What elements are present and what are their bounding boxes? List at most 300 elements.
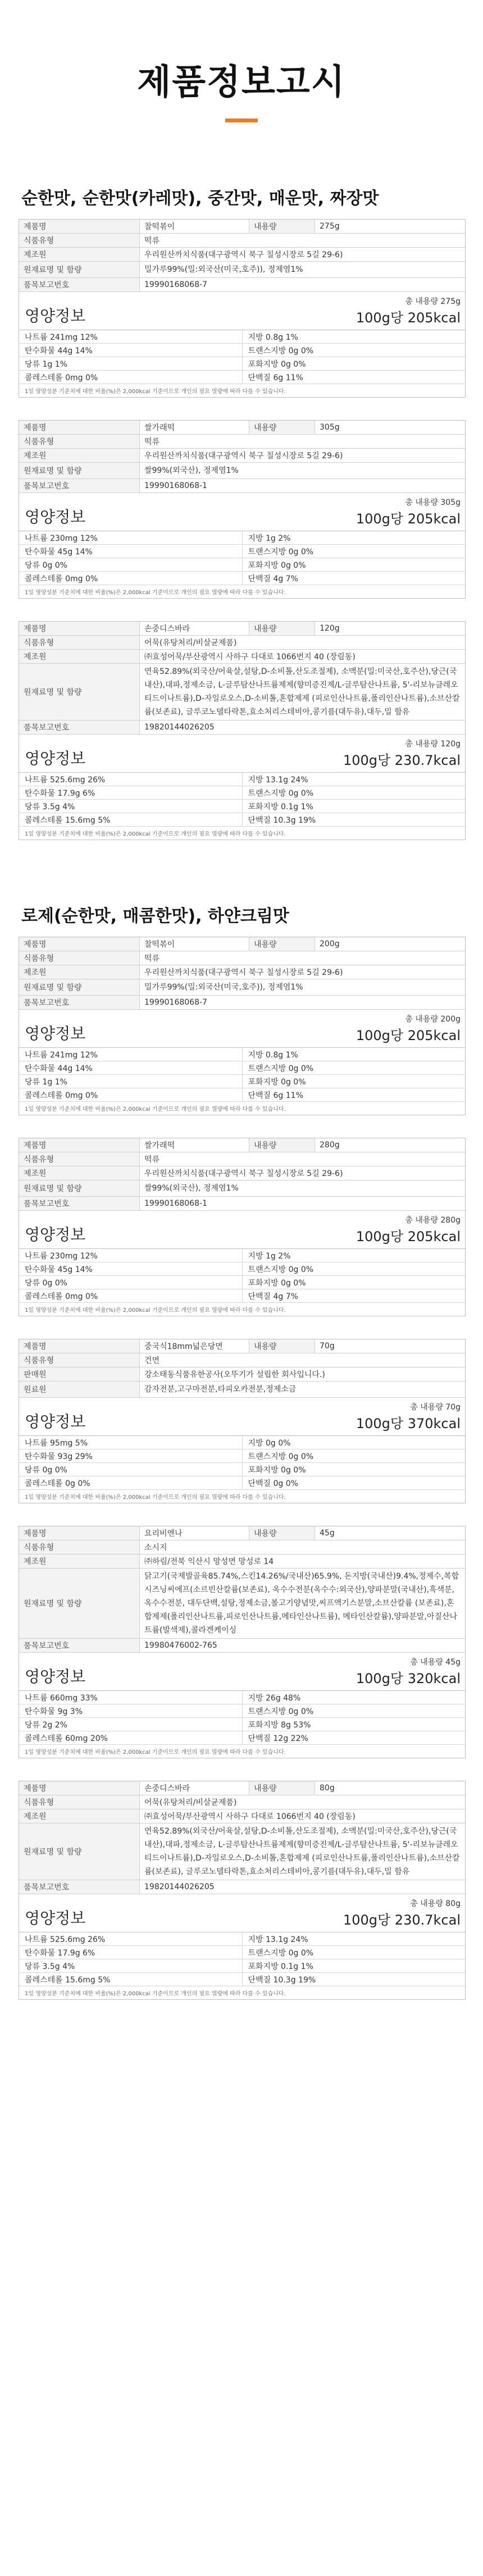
content-amount-value: 305g [315,421,466,435]
content-amount-label: 내용량 [249,421,315,435]
product-name-label: 제품명 [19,1781,140,1795]
report-number-label: 품목보고번호 [19,721,140,735]
nutrition-footnote: 1일 영양성분 기준치에 대한 비율(%)은 2,000kcal 기준이므로 개인의 필요 열량에 따라 다를 수 있습니다. [25,831,286,837]
info-row-ingredients [19,664,465,721]
nutrient-cell: 트랜스지방 0g 0% [242,545,465,558]
section-title: 로제(순한맛, 매콤한맛), 하얀크림맛 [21,906,289,926]
food-type-value: 떡류 [140,951,466,965]
nutrition-row [19,1932,465,1946]
info-row-maker [19,1367,465,1382]
nutrition-calories: 100g당 230.7kcal [343,753,461,768]
nutrient-cell: 포화지방 0.1g 1% [242,800,465,813]
maker-label: 제조원 [19,1809,140,1823]
info-row-food-type [19,234,465,248]
info-row-maker [19,1166,465,1180]
nutrition-header [19,493,465,531]
product-name-label: 제품명 [19,1526,140,1540]
nutrient-cell: 나트륨 241mg 12% [19,330,242,344]
report-number-value: 19990168068-7 [140,996,466,1010]
nutrient-cell: 포화지방 0g 0% [242,357,465,371]
nutrition-calories: 100g당 205kcal [356,1229,461,1244]
info-row-ingredients [19,1382,465,1398]
nutrition-row [19,1048,465,1061]
nutrition-footnote: 1일 영양성분 기준치에 대한 비율(%)은 2,000kcal 기준이므로 개인의 필요 열량에 따라 다를 수 있습니다. [25,1106,286,1113]
nutrition-total-amount: 총 내용량 45g [410,1658,461,1667]
nutrition-summary [356,496,461,527]
product-card [19,420,466,599]
info-row-ingredients [19,1823,465,1880]
content-amount-label: 내용량 [249,1339,315,1353]
nutrition-row [19,800,465,813]
nutrition-table [19,531,465,585]
nutrient-cell: 지방 26g 48% [242,1691,465,1704]
content-amount-label: 내용량 [249,1526,315,1540]
nutrient-cell: 콜레스테롤 60mg 20% [19,1731,242,1745]
ingredients-value: 밀가루99%(밀:외국산(미국,호주)), 정제염1% [140,262,466,278]
nutrition-title: 영양정보 [25,508,86,526]
product-name-value: 중국식18mm넓은당면 [140,1339,249,1353]
nutrition-footnote: 1일 영양성분 기준치에 대한 비율(%)은 2,000kcal 기준이므로 개인의 필요 열량에 따라 다를 수 있습니다. [25,1991,286,1997]
info-row-report-number [19,1197,465,1211]
page-title: 제품정보고시 [137,61,346,102]
info-row-food-type [19,1795,465,1809]
nutrient-cell: 트랜스지방 0g 0% [242,344,465,357]
food-type-label: 식품유형 [19,1540,140,1554]
ingredients-label: 원재료명 및 함량 [19,1180,140,1197]
report-number-label: 품목보고번호 [19,278,140,292]
nutrition-row [19,1946,465,1959]
content-amount-label: 내용량 [249,622,315,636]
ingredients-label: 원료원 [19,1382,140,1398]
food-type-value: 어묵(유탕처리/비살균제품) [140,1795,466,1809]
nutrition-row [19,1075,465,1088]
nutrition-row [19,1449,465,1463]
food-type-value: 소시지 [140,1540,466,1554]
product-card [19,1781,466,2000]
food-type-label: 식품유형 [19,234,140,248]
nutrition-row [19,1476,465,1490]
ingredients-label: 원재료명 및 함량 [19,1569,140,1639]
product-name-label: 제품명 [19,421,140,435]
nutrient-cell: 당류 1g 1% [19,357,242,371]
nutrient-cell: 콜레스테롤 0mg 0% [19,371,242,384]
nutrient-cell: 지방 13.1g 24% [242,773,465,786]
info-row-report-number [19,479,465,493]
product-card [19,621,466,840]
nutrient-cell: 탄수화물 45g 14% [19,1262,242,1276]
maker-value: 우리원산까치식품(대구광역시 북구 칠성시장로 5길 29-6) [140,248,466,262]
nutrition-total-amount: 총 내용량 120g [405,740,461,749]
info-row-ingredients [19,262,465,278]
report-number-value: 19990168068-1 [140,479,466,493]
product-name-value: 쌀가래떡 [140,421,249,435]
info-row-food-type [19,951,465,965]
nutrient-cell: 단백질 4g 7% [242,572,465,585]
nutrition-row [19,1691,465,1704]
nutrient-cell: 나트륨 230mg 12% [19,531,242,545]
nutrient-cell: 탄수화물 17.9g 6% [19,786,242,800]
info-row-food-type [19,1353,465,1367]
nutrition-summary [356,1214,461,1245]
maker-value: 우리원산까치식품(대구광역시 북구 칠성시장로 5길 29-6) [140,965,466,979]
product-name-value: 찰떡볶이 [140,220,249,234]
info-row-ingredients [19,1569,465,1639]
info-row-name [19,1138,465,1152]
nutrition-table [19,1932,465,1986]
nutrition-summary [356,1013,461,1044]
nutrient-cell: 나트륨 230mg 12% [19,1249,242,1262]
nutrition-title: 영양정보 [25,1909,86,1927]
content-amount-label: 내용량 [249,220,315,234]
report-number-value: 19820144026205 [140,1880,466,1894]
nutrient-cell: 지방 1g 2% [242,1249,465,1262]
food-type-value: 어묵(유탕처리/비살균제품) [140,636,466,650]
nutrition-summary [356,1401,461,1432]
nutrition-table [19,1436,465,1490]
nutrition-calories: 100g당 370kcal [356,1416,461,1431]
info-row-food-type [19,636,465,650]
product-info-table [19,1526,465,1653]
nutrition-row [19,330,465,344]
nutrient-cell: 단백질 4g 7% [242,1289,465,1303]
product-info-table [19,421,465,493]
nutrition-title: 영양정보 [25,307,86,325]
maker-label: 제조원 [19,248,140,262]
nutrient-cell: 단백질 6g 11% [242,371,465,384]
product-card [19,1526,466,1758]
info-row-maker [19,449,465,463]
nutrient-cell: 지방 13.1g 24% [242,1932,465,1946]
content-amount-value: 70g [315,1339,466,1353]
info-row-maker [19,1554,465,1569]
nutrition-title: 영양정보 [25,1667,86,1686]
maker-value: 강소태동식품유한공사(오뚜기가 설립한 회사입니다.) [140,1367,466,1382]
nutrient-cell: 콜레스테롤 0mg 0% [19,572,242,585]
nutrition-header [19,292,465,330]
sections-container [0,184,483,2000]
report-number-label: 품목보고번호 [19,1197,140,1211]
nutrient-cell: 지방 0g 0% [242,1436,465,1449]
info-row-maker [19,248,465,262]
ingredients-value: 감자전분,고구마전분,타피오카전분,정제소금 [140,1382,466,1398]
info-row-name [19,421,465,435]
nutrient-cell: 나트륨 95mg 5% [19,1436,242,1449]
nutrition-row [19,1262,465,1276]
product-info-table [19,1339,465,1398]
info-row-ingredients [19,463,465,479]
food-type-label: 식품유형 [19,435,140,449]
food-type-label: 식품유형 [19,1152,140,1166]
nutrient-cell: 트랜스지방 0g 0% [242,786,465,800]
nutrition-row [19,545,465,558]
info-row-name [19,937,465,951]
nutrient-cell: 포화지방 0g 0% [242,1463,465,1476]
nutrition-row [19,1731,465,1745]
nutrition-row [19,357,465,371]
report-number-value: 19990168068-1 [140,1197,466,1211]
nutrient-cell: 트랜스지방 0g 0% [242,1946,465,1959]
content-amount-label: 내용량 [249,1781,315,1795]
nutrition-calories: 100g당 205kcal [356,310,461,326]
product-card [19,219,466,398]
food-type-label: 식품유형 [19,1353,140,1367]
nutrition-header [19,1653,465,1691]
info-row-name [19,1781,465,1795]
nutrition-header [19,1894,465,1932]
nutrient-cell: 지방 0.8g 1% [242,1048,465,1061]
nutrition-row [19,531,465,545]
nutrition-table [19,330,465,384]
product-name-label: 제품명 [19,1138,140,1152]
nutrition-header [19,735,465,773]
nutrition-summary [356,1656,461,1687]
nutrition-row [19,1704,465,1718]
nutrient-cell: 단백질 12g 22% [242,1731,465,1745]
nutrient-cell: 당류 3.5g 4% [19,800,242,813]
product-info-table [19,1781,465,1894]
nutrient-cell: 나트륨 525.6mg 26% [19,1932,242,1946]
info-row-ingredients [19,1180,465,1197]
product-section [0,902,483,2000]
product-name-value: 손중디스바라 [140,622,249,636]
content-amount-label: 내용량 [249,1138,315,1152]
nutrient-cell: 단백질 0g 0% [242,1476,465,1490]
nutrition-footnote: 1일 영양성분 기준치에 대한 비율(%)은 2,000kcal 기준이므로 개인의 필요 열량에 따라 다를 수 있습니다. [25,1749,286,1756]
nutrition-row [19,1463,465,1476]
nutrition-footnote: 1일 영양성분 기준치에 대한 비율(%)은 2,000kcal 기준이므로 개인의 필요 열량에 따라 다를 수 있습니다. [25,590,286,596]
ingredients-label: 원재료명 및 함량 [19,1823,140,1880]
nutrient-cell: 나트륨 660mg 33% [19,1691,242,1704]
report-number-value: 19820144026205 [140,721,466,735]
info-row-report-number [19,278,465,292]
nutrition-header [19,1211,465,1249]
info-row-name [19,622,465,636]
food-type-value: 떡류 [140,234,466,248]
nutrition-header [19,1398,465,1436]
product-card [19,937,466,1115]
info-row-report-number [19,721,465,735]
nutrient-cell: 포화지방 0.1g 1% [242,1959,465,1973]
product-name-value: 쌀가래떡 [140,1138,249,1152]
ingredients-label: 원재료명 및 함량 [19,262,140,278]
ingredients-value: 쌀99%(외국산), 정제염1% [140,1180,466,1197]
nutrition-footnote: 1일 영양성분 기준치에 대한 비율(%)은 2,000kcal 기준이므로 개인의 필요 열량에 따라 다를 수 있습니다. [25,1307,286,1314]
nutrient-cell: 탄수화물 93g 29% [19,1449,242,1463]
product-name-value: 요리비엔나 [140,1526,249,1540]
content-amount-value: 280g [315,1138,466,1152]
info-row-name [19,1526,465,1540]
nutrition-total-amount: 총 내용량 280g [405,1216,461,1225]
product-info-table [19,622,465,735]
nutrient-cell: 당류 1g 1% [19,1075,242,1088]
content-amount-value: 80g [315,1781,466,1795]
info-row-maker [19,1809,465,1823]
product-name-label: 제품명 [19,622,140,636]
food-type-label: 식품유형 [19,636,140,650]
product-info-table [19,937,465,1010]
nutrition-table [19,1691,465,1745]
content-amount-value: 275g [315,220,466,234]
nutrition-table [19,1249,465,1303]
nutrient-cell: 콜레스테롤 15.6mg 5% [19,813,242,827]
nutrition-table [19,773,465,827]
maker-value: ㈜효성어묵/부산광역시 사하구 다대로 1066번지 40 (장림동) [140,1809,466,1823]
nutrition-row [19,773,465,786]
maker-label: 제조원 [19,1166,140,1180]
nutrition-footnote: 1일 영양성분 기준치에 대한 비율(%)은 2,000kcal 기준이므로 개인의 필요 열량에 따라 다를 수 있습니다. [25,1494,286,1501]
product-card [19,1138,466,1316]
ingredients-value: 연육52.89%(외국산/어육살,설탕,D-소비톨,산도조절제), 소맥분(밀:미국산,호주산),당근(국내산),대파,정제소금, L-글루탐산나트륨제제(향미증진제/L-글루탐산나트륨, 5'-리보뉴클레오티드이나트륨),D-자일로오스,D-소비톨,혼합제제 (피로인산나트륨,폴리인산나트륨),소브산칼륨(보존료), 글루코노델타락톤,효소처리스테비아,콩기름(대두유),대두,밀 함유 [140,1823,466,1880]
nutrient-cell: 트랜스지방 0g 0% [242,1262,465,1276]
info-row-name [19,1339,465,1353]
nutrition-table [19,1048,465,1102]
report-number-label: 품목보고번호 [19,1639,140,1653]
nutrient-cell: 당류 0g 0% [19,1463,242,1476]
nutrition-summary [343,1898,461,1928]
nutrition-calories: 100g당 205kcal [356,511,461,527]
nutrient-cell: 콜레스테롤 0g 0% [19,1476,242,1490]
product-name-value: 손중디스바라 [140,1781,249,1795]
nutrient-cell: 당류 2g 2% [19,1718,242,1731]
food-type-value: 떡류 [140,435,466,449]
nutrient-cell: 포화지방 0g 0% [242,1075,465,1088]
nutrient-cell: 당류 3.5g 4% [19,1959,242,1973]
nutrient-cell: 탄수화물 9g 3% [19,1704,242,1718]
info-row-ingredients [19,979,465,996]
info-row-report-number [19,996,465,1010]
nutrient-cell: 포화지방 0g 0% [242,1276,465,1289]
nutrition-calories: 100g당 230.7kcal [343,1912,461,1928]
content-amount-value: 45g [315,1526,466,1540]
nutrition-row [19,1249,465,1262]
nutrition-calories: 100g당 205kcal [356,1028,461,1043]
nutrition-header [19,1010,465,1048]
nutrient-cell: 당류 0g 0% [19,1276,242,1289]
nutrition-title: 영양정보 [25,1412,86,1431]
nutrition-total-amount: 총 내용량 70g [410,1403,461,1412]
nutrition-title: 영양정보 [25,749,86,768]
nutrition-row [19,1959,465,1973]
maker-label: 제조원 [19,1554,140,1569]
nutrition-row [19,813,465,827]
info-row-food-type [19,435,465,449]
nutrient-cell: 단백질 10.3g 19% [242,813,465,827]
title-accent-bar [225,118,258,122]
nutrition-title: 영양정보 [25,1225,86,1244]
nutrition-total-amount: 총 내용량 200g [405,1015,461,1024]
ingredients-label: 원재료명 및 함량 [19,664,140,721]
food-type-label: 식품유형 [19,951,140,965]
ingredients-label: 원재료명 및 함량 [19,463,140,479]
maker-label: 판매원 [19,1367,140,1382]
nutrient-cell: 지방 1g 2% [242,531,465,545]
info-row-report-number [19,1880,465,1894]
nutrient-cell: 탄수화물 44g 14% [19,1061,242,1075]
product-card [19,1339,466,1503]
info-row-food-type [19,1540,465,1554]
ingredients-value: 쌀99%(외국산), 정제염1% [140,463,466,479]
nutrient-cell: 콜레스테롤 0mg 0% [19,1289,242,1303]
nutrition-row [19,572,465,585]
info-row-name [19,220,465,234]
nutrition-summary [356,295,461,326]
report-number-value: 19980476002-765 [140,1639,466,1653]
nutrition-row [19,786,465,800]
nutrition-summary [343,738,461,769]
maker-value: 우리원산까치식품(대구광역시 북구 칠성시장로 5길 29-6) [140,449,466,463]
ingredients-value: 닭고기(국제발골육85.74%,스킨14.26%/국내산)65.9%, 돈지방(국내산)9.4%,정제수,복합시즈닝씨에프(소르빈산칼륨(보존료), 옥수수전분(옥수수:외국산),양파분말(국내산),흑색분,옥수수전분, 대두단백,설탕,정제소금,볼고기양념맛,씨프액기스분말,소브산칼륨 (보존료),혼합제제(폴리인산나트륨,피로인산나트륨,메타인산나트륨), 메타인산칼륨),양파분말,아질산나트륨(발색제),콜라겐케이싱 [140,1569,466,1639]
nutrient-cell: 콜레스테롤 0mg 0% [19,1088,242,1102]
product-info-table [19,220,465,292]
nutrient-cell: 나트륨 241mg 12% [19,1048,242,1061]
food-type-label: 식품유형 [19,1795,140,1809]
food-type-value: 떡류 [140,1152,466,1166]
ingredients-value: 밀가루99%(밀:외국산(미국,호주)), 정제염1% [140,979,466,996]
product-section [0,184,483,840]
nutrition-row [19,1276,465,1289]
maker-value: ㈜효성어묵/부산광역시 사하구 다대로 1066번지 40 (장림동) [140,650,466,664]
report-number-value: 19990168068-7 [140,278,466,292]
nutrition-row [19,1973,465,1986]
nutrient-cell: 단백질 10.3g 19% [242,1973,465,1986]
nutrition-row [19,1088,465,1102]
nutrition-row [19,1061,465,1075]
nutrition-row [19,1436,465,1449]
nutrient-cell: 나트륨 525.6mg 26% [19,773,242,786]
info-row-maker [19,650,465,664]
nutrition-row [19,1289,465,1303]
ingredients-label: 원재료명 및 함량 [19,979,140,996]
nutrition-footnote: 1일 영양성분 기준치에 대한 비율(%)은 2,000kcal 기준이므로 개인의 필요 열량에 따라 다를 수 있습니다. [25,389,286,395]
content-amount-value: 120g [315,622,466,636]
nutrient-cell: 트랜스지방 0g 0% [242,1449,465,1463]
product-name-value: 찰떡볶이 [140,937,249,951]
nutrient-cell: 탄수화물 45g 14% [19,545,242,558]
content-amount-label: 내용량 [249,937,315,951]
maker-value: 우리원산까치식품(대구광역시 북구 칠성시장로 5길 29-6) [140,1166,466,1180]
nutrient-cell: 콜레스테롤 15.6mg 5% [19,1973,242,1986]
nutrition-row [19,344,465,357]
nutrition-total-amount: 총 내용량 275g [405,297,461,306]
nutrition-total-amount: 총 내용량 305g [405,498,461,507]
info-row-food-type [19,1152,465,1166]
maker-value: ㈜하림/전북 익산시 망성면 망성로 14 [140,1554,466,1569]
info-row-maker [19,965,465,979]
maker-label: 제조원 [19,449,140,463]
nutrient-cell: 포화지방 0g 0% [242,558,465,572]
nutrient-cell: 지방 0.8g 1% [242,330,465,344]
ingredients-value: 연육52.89%(외국산/어육살,설탕,D-소비톨,산도조절제), 소맥분(밀:미국산,호주산),당근(국내산),대파,정제소금, L-글루탐산나트륨제제(향미증진제/L-글루탐산나트륨, 5'-리보뉴클레오티드이나트륨),D-자일로오스,D-소비톨,혼합제제 (피로인산나트륨,폴리인산나트륨),소브산칼륨(보존료), 글루코노델타락톤,효소처리스테비아,콩기름(대두유),대두,밀 함유 [140,664,466,721]
report-number-label: 품목보고번호 [19,996,140,1010]
product-name-label: 제품명 [19,1339,140,1353]
report-number-label: 품목보고번호 [19,479,140,493]
nutrient-cell: 탄수화물 44g 14% [19,344,242,357]
nutrient-cell: 당류 0g 0% [19,558,242,572]
maker-label: 제조원 [19,965,140,979]
nutrition-row [19,371,465,384]
product-name-label: 제품명 [19,937,140,951]
nutrition-row [19,558,465,572]
nutrition-total-amount: 총 내용량 80g [410,1899,461,1908]
nutrition-calories: 100g당 320kcal [356,1671,461,1686]
food-type-value: 건면 [140,1353,466,1367]
report-number-label: 품목보고번호 [19,1880,140,1894]
maker-label: 제조원 [19,650,140,664]
nutrition-title: 영양정보 [25,1024,86,1043]
content-amount-value: 200g [315,937,466,951]
nutrition-row [19,1718,465,1731]
info-row-report-number [19,1639,465,1653]
